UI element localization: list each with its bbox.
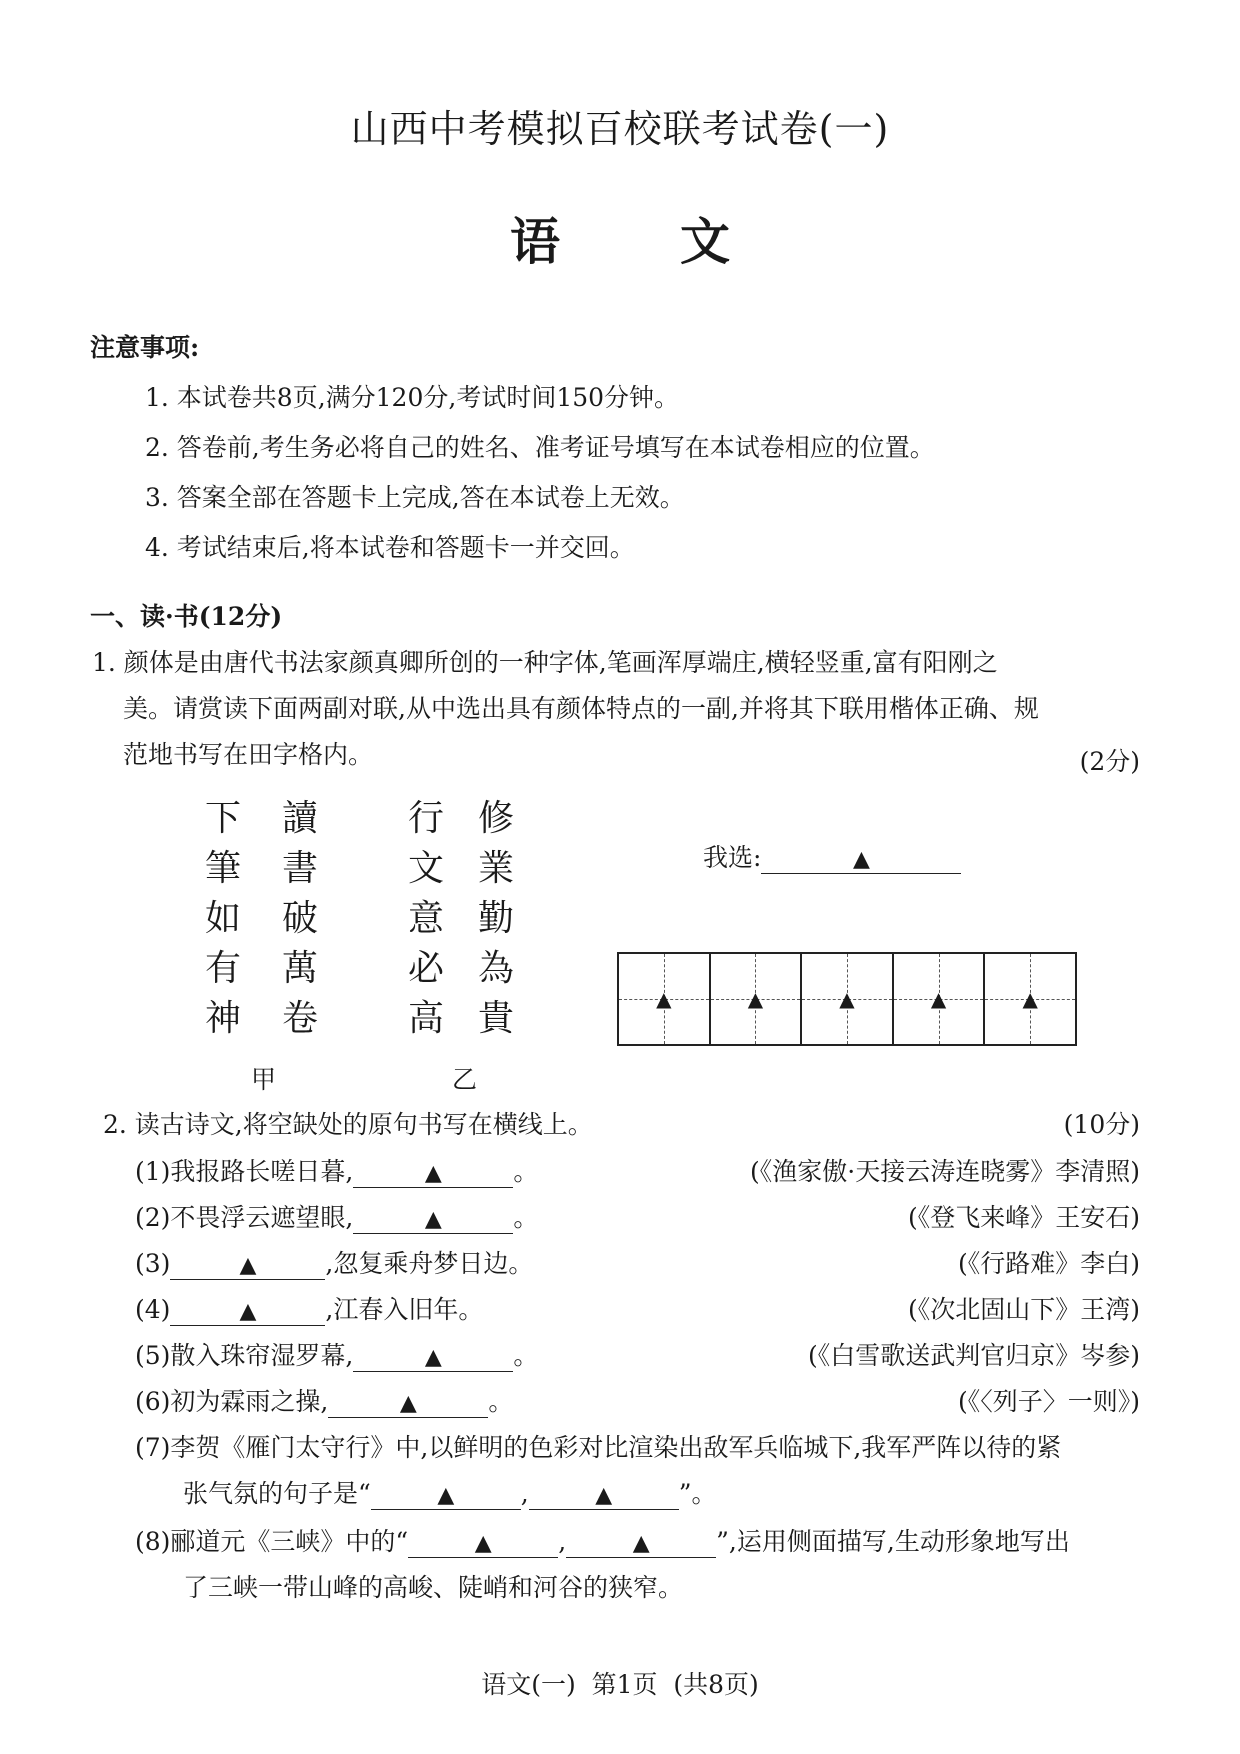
source: (《〈列子〉一则》): [957, 1387, 1140, 1416]
choice-line: [703, 838, 961, 874]
couplet-yi-left-column: [408, 790, 444, 1040]
item-text: 。: [513, 1157, 539, 1186]
item-text: 。: [513, 1341, 539, 1370]
notice-item: 3. 答案全部在答题卡上完成,答在本试卷上无效。: [145, 483, 685, 512]
source: (《次北固山下》王湾): [907, 1295, 1140, 1324]
answer-blank[interactable]: ▲: [529, 1483, 679, 1510]
q2-item-2: [135, 1198, 538, 1234]
couplet-yi-label: 乙: [452, 1065, 478, 1094]
q1-score: (2分): [1079, 747, 1140, 776]
q2-stem: 2. 读古诗文,将空缺处的原句书写在横线上。: [103, 1110, 593, 1139]
answer-blank[interactable]: ▲: [408, 1531, 558, 1558]
tianzige-grid: [617, 952, 1077, 1046]
item-text: ,忽复乘舟梦日边。: [325, 1249, 534, 1278]
item-text: (4): [135, 1295, 171, 1324]
q2-item-4: [135, 1290, 483, 1326]
grid-cell[interactable]: [894, 954, 986, 1044]
source: (《白雪歌送武判官归京》岑参): [807, 1341, 1140, 1370]
exam-title: 山西中考模拟百校联考试卷(一): [350, 107, 890, 151]
answer-marker: ▲: [930, 987, 947, 1011]
couplet-char: 神: [205, 998, 242, 1039]
couplet-char: 筆: [205, 848, 242, 889]
couplet-jia-left-column: [205, 790, 241, 1040]
item-text: ,: [558, 1527, 567, 1556]
grid-cell[interactable]: [619, 954, 711, 1044]
couplet-char: 業: [478, 848, 515, 889]
item-text: (2)不畏浮云遮望眼,: [135, 1203, 354, 1232]
couplet-char: 勤: [478, 898, 515, 939]
couplet-char: 意: [408, 898, 445, 939]
choice-blank[interactable]: ▲: [761, 847, 961, 874]
item-text: (6)初为霖雨之操,: [135, 1387, 329, 1416]
grid-cell[interactable]: [711, 954, 803, 1044]
notice-item: 1. 本试卷共8页,满分120分,考试时间150分钟。: [145, 383, 680, 412]
answer-blank[interactable]: ▲: [353, 1345, 513, 1372]
q1-line: 范地书写在田字格内。: [123, 740, 374, 769]
source: (《行路难》李白): [957, 1249, 1140, 1278]
notice-heading: 注意事项:: [90, 333, 200, 362]
couplet-char: 必: [408, 948, 445, 989]
item-text: (1)我报路长嗟日暮,: [135, 1157, 354, 1186]
item-text: (3): [135, 1249, 171, 1278]
grid-cell[interactable]: [985, 954, 1075, 1044]
answer-marker: ▲: [747, 987, 764, 1011]
answer-blank[interactable]: ▲: [170, 1253, 325, 1280]
item-text: (8)郦道元《三峡》中的“: [135, 1527, 409, 1556]
answer-marker: ▲: [839, 987, 855, 1011]
couplet-char: 下: [205, 798, 242, 839]
couplet-jia-right-column: [282, 790, 318, 1040]
couplet-char: 讀: [282, 798, 319, 839]
couplet-char: 破: [282, 898, 319, 939]
answer-blank[interactable]: ▲: [353, 1207, 513, 1234]
couplet-char: 文: [408, 848, 445, 889]
item-text: ”。: [678, 1479, 717, 1508]
item-text: (5)散入珠帘湿罗幕,: [135, 1341, 354, 1370]
answer-marker: ▲: [1022, 987, 1038, 1011]
item-text: ,江春入旧年。: [325, 1295, 484, 1324]
couplet-char: 修: [478, 798, 515, 839]
q2-item-1: [135, 1152, 538, 1188]
answer-blank[interactable]: ▲: [353, 1161, 513, 1188]
subject-title: 语文: [510, 212, 850, 271]
source: (《登飞来峰》王安石): [907, 1203, 1140, 1232]
answer-blank[interactable]: ▲: [371, 1483, 521, 1510]
answer-blank[interactable]: ▲: [170, 1299, 325, 1326]
item-text: ,: [520, 1479, 529, 1508]
choice-label: 我选:: [703, 843, 762, 872]
answer-marker: ▲: [656, 987, 672, 1011]
q2-item-5: [135, 1336, 538, 1372]
q2-item-3: [135, 1244, 533, 1280]
couplet-char: 貴: [478, 998, 515, 1039]
q2-item-7-line1: (7)李贺《雁门太守行》中,以鲜明的色彩对比渲染出敌军兵临城下,我军严阵以待的紧: [135, 1433, 1062, 1462]
q2-score: (10分): [1063, 1110, 1140, 1139]
q1-line: 1. 颜体是由唐代书法家颜真卿所创的一种字体,笔画浑厚端庄,横轻竖重,富有阳刚之: [92, 648, 998, 677]
answer-blank[interactable]: ▲: [328, 1391, 488, 1418]
q2-item-7-line2: [183, 1474, 717, 1510]
item-text: 。: [488, 1387, 514, 1416]
couplet-char: 行: [408, 798, 445, 839]
q2-item-8-line1: [135, 1522, 1070, 1558]
couplet-char: 有: [205, 948, 242, 989]
q2-item-6: [135, 1382, 513, 1418]
notice-item: 2. 答卷前,考生务必将自己的姓名、准考证号填写在本试卷相应的位置。: [145, 433, 935, 462]
couplet-char: 如: [205, 898, 242, 939]
q1-line: 美。请赏读下面两副对联,从中选出具有颜体特点的一副,并将其下联用楷体正确、规: [123, 694, 1039, 723]
couplet-char: 卷: [282, 998, 319, 1039]
answer-blank[interactable]: ▲: [566, 1531, 716, 1558]
page-footer: 语文(一) 第1页 (共8页): [481, 1670, 759, 1699]
q2-item-8-line2: 了三峡一带山峰的高峻、陡峭和河谷的狭窄。: [183, 1573, 684, 1602]
couplet-char: 高: [408, 998, 445, 1039]
couplet-yi-right-column: [478, 790, 514, 1040]
notice-item: 4. 考试结束后,将本试卷和答题卡一并交回。: [145, 533, 635, 562]
source: (《渔家傲·天接云涛连晓雾》李清照): [750, 1157, 1140, 1186]
item-text: ”,运用侧面描写,生动形象地写出: [716, 1527, 1070, 1556]
section-heading: 一、读·书(12分): [90, 602, 283, 631]
couplet-char: 書: [282, 848, 319, 889]
item-text: 张气氛的句子是“: [183, 1479, 371, 1508]
item-text: 。: [513, 1203, 539, 1232]
couplet-char: 萬: [282, 948, 319, 989]
couplet-jia-label: 甲: [251, 1065, 277, 1094]
grid-cell[interactable]: [802, 954, 894, 1044]
couplet-char: 為: [478, 948, 515, 989]
